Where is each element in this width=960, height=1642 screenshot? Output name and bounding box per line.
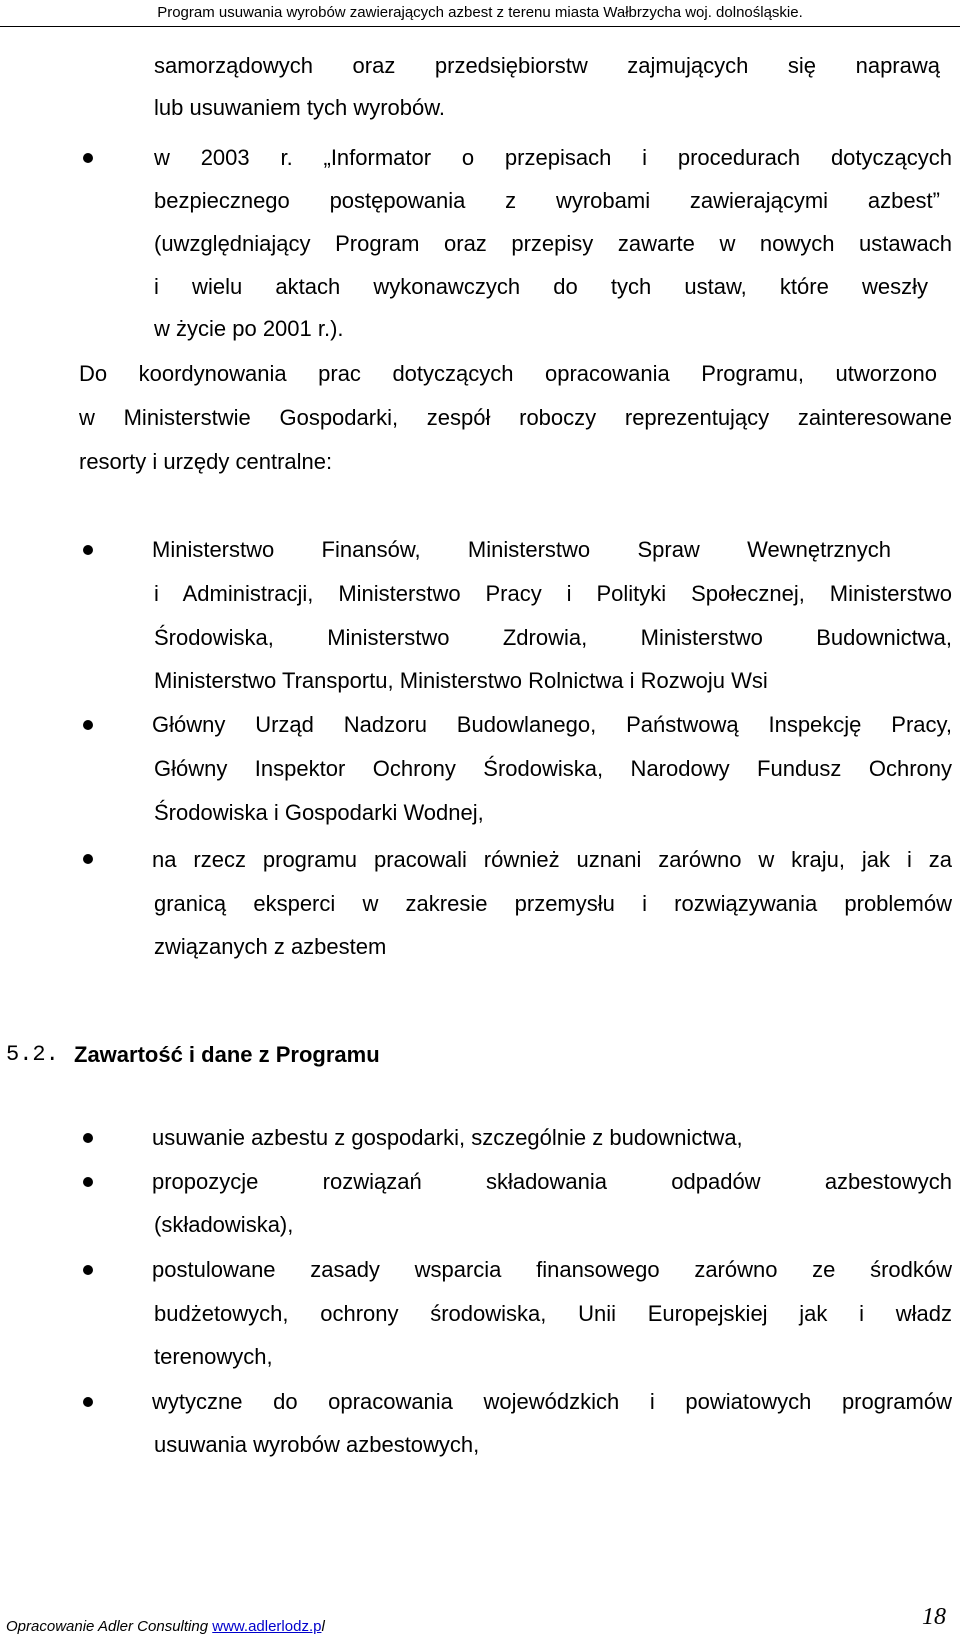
paragraph-line-2: w Ministerstwie Gospodarki, zespół roboczy reprezentujący zainteresowane [79, 405, 952, 430]
bullet-2003-line-4: i wielu aktach wykonawczych do tych ustaw, które weszły [154, 274, 928, 299]
team-2-line-1: Główny Urząd Nadzoru Budowlanego, Państwową Inspekcję Pracy, [152, 712, 952, 737]
team-3-line-2: granicą eksperci w zakresie przemysłu i rozwiązywania problemów [154, 891, 952, 916]
footer-credit [6, 1618, 325, 1635]
footer-link-suffix: l [321, 1618, 325, 1635]
team-1-line-1: Ministerstwo Finansów, Ministerstwo Spraw Wewnętrznych [152, 537, 891, 562]
team-1-line-3: Środowiska, Ministerstwo Zdrowia, Ministerstwo Budownictwa, [154, 625, 952, 650]
bullet-dot [83, 854, 93, 864]
content-3-line-1: postulowane zasady wsparcia finansowego zarówno ze środków [152, 1257, 952, 1282]
bullet-dot [83, 1133, 93, 1143]
page-number: 18 [922, 1604, 946, 1630]
team-1-line-4: Ministerstwo Transportu, Ministerstwo Rolnictwa i Rozwoju Wsi [154, 668, 768, 693]
bullet-dot [83, 1265, 93, 1275]
bullet-2003-line-5: w życie po 2001 r.). [154, 316, 344, 341]
content-4-line-2: usuwania wyrobów azbestowych, [154, 1432, 480, 1457]
content-4-line-1: wytyczne do opracowania wojewódzkich i powiatowych programów [152, 1389, 952, 1414]
header-text: Program usuwania wyrobów zawierających azbest z terenu miasta Wałbrzycha woj. dolnośląskie. [157, 4, 803, 21]
team-2-line-2: Główny Inspektor Ochrony Środowiska, Narodowy Fundusz Ochrony [154, 756, 952, 781]
content-3-line-2: budżetowych, ochrony środowiska, Unii Europejskiej jak i władz [154, 1301, 952, 1326]
paragraph-line-1: Do koordynowania prac dotyczących opracowania Programu, utworzono [79, 361, 937, 386]
bullet-dot [83, 1177, 93, 1187]
bullet-2003-line-2: bezpiecznego postępowania z wyrobami zawierającymi azbest” [154, 188, 940, 213]
section-number: 5.2. [6, 1042, 59, 1067]
bullet-dot [83, 545, 93, 555]
content-2-line-1: propozycje rozwiązań składowania odpadów azbestowych [152, 1169, 952, 1194]
section-title: Zawartość i dane z Programu [74, 1042, 380, 1067]
paragraph-line-3: resorty i urzędy centralne: [79, 449, 333, 474]
team-3-line-1: na rzecz programu pracowali również uznani zarówno w kraju, jak i za [152, 847, 952, 872]
bullet-2003-line-3: (uwzględniający Program oraz przepisy zawarte w nowych ustawach [154, 231, 952, 256]
bullet-dot [83, 153, 93, 163]
intro-line-2: lub usuwaniem tych wyrobów. [154, 95, 446, 120]
footer-credit-text: Opracowanie Adler Consulting [6, 1618, 213, 1635]
bullet-dot [83, 1397, 93, 1407]
content-1-line-1: usuwanie azbestu z gospodarki, szczególnie z budownictwa, [152, 1125, 743, 1150]
team-1-line-2: i Administracji, Ministerstwo Pracy i Polityki Społecznej, Ministerstwo [154, 581, 952, 606]
content-2-line-2: (składowiska), [154, 1212, 294, 1237]
footer-link[interactable]: www.adlerlodz.p [212, 1618, 322, 1635]
team-2-line-3: Środowiska i Gospodarki Wodnej, [154, 800, 484, 825]
running-header [0, 0, 960, 27]
bullet-2003-line-1: w 2003 r. „Informator o przepisach i procedurach dotyczących [154, 145, 952, 170]
content-3-line-3: terenowych, [154, 1344, 273, 1369]
intro-line-1: samorządowych oraz przedsiębiorstw zajmujących się naprawą [154, 53, 940, 78]
page-footer [6, 1604, 960, 1642]
team-3-line-3: związanych z azbestem [154, 934, 387, 959]
bullet-dot [83, 720, 93, 730]
